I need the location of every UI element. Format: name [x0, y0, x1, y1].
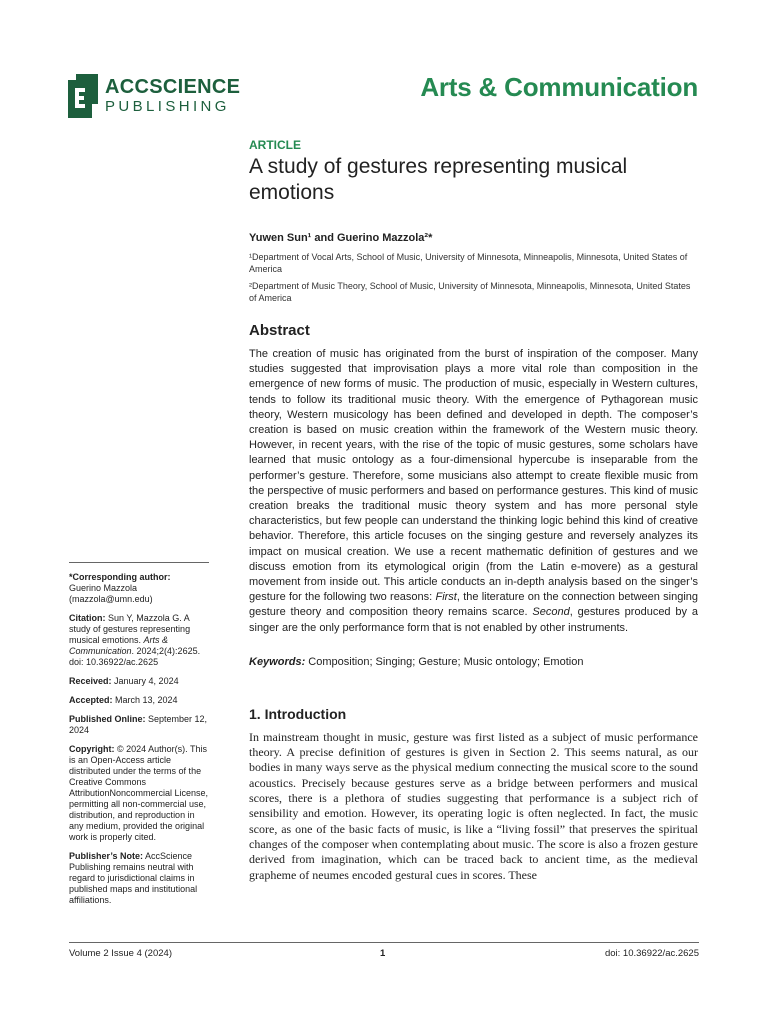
- logo-text-accscience: ACCSCIENCE: [105, 76, 241, 98]
- footer-page-number: 1: [380, 948, 386, 959]
- accepted-value: March 13, 2024: [112, 695, 178, 705]
- corresponding-author-name: Guerino Mazzola: [69, 583, 138, 593]
- logo-text-publishing: PUBLISHING: [105, 98, 230, 115]
- abstract-part: The creation of music has originated from the burst of inspiration of the composer. Many studies suggested that improvisation plays a more vital role than composition in the emergence of new forms of music. The production of music, especially in Western cultures, tends to follow its traditional music theory. With the emergence of Pythagorean music theory, Western musicology has been defined and developed in depth. The composer’s creation is based on music creation within the framework of the Western music theory. However, in recent years, with the rise of the topic of music gestures, some scholars have learned that music ontology as a four-dimensional hypercube is inseparable from the performer’s gesture. Therefore, some musicians also attempt to create flexible music from the perspective of music performers and based on performance gestures. This kind of music creation breaks the traditional music theory system and has more personal style characteristics, but few people can understand the thinking logic behind this kind of creative behavior. Therefore, this article focuses on the singing gesture and reversely analyzes its impact on musical creation. We use a recent mathematic definition of gestures and we discuss emotion from its etymological origin (from the Latin e-movere) as a gestural movement from inside out. This article conducts an in-depth analysis based on the singer’s gesture for the following two reasons:: [249, 348, 698, 604]
- abstract-part: , gestures produced by a singer are the only performance form that is not enabled by other instruments.: [249, 606, 698, 634]
- accepted-label: Accepted:: [69, 695, 113, 705]
- footer-doi: doi: 10.36922/ac.2625: [604, 948, 699, 959]
- publisher-logo: [68, 74, 241, 118]
- keywords: [249, 656, 698, 668]
- abstract-text: [249, 347, 698, 636]
- keywords-label: Keywords:: [249, 655, 306, 668]
- introduction-text: In mainstream thought in music, gesture was first listed as a subject of music performance theory. A precise definition of gestures is given in Section 2. This seems natural, as our bodies in many ways serve as the physical medium connecting the musical score to the sound acoustics. Precisely because gestures serve as a bridge between performers and musical scores, there is a plethora of studies suggesting that performance is a subject rich of sensibility and emotion. However, its operating logic is often neglected. In fact, the music score, as one of the basic facts of music, is like a “living fossil” that preserves the spiritual changes of the composer when contemplating about music. The score is also a frozen gesture derived from imagination, which can be traced back to ancient time, as the medieval grapheme of neumes encoded gestural cues in scores. These: [249, 729, 698, 882]
- article-info-sidebar: [69, 562, 209, 914]
- publisher-note-label: Publisher’s Note:: [69, 851, 144, 861]
- affiliation-2: ²Department of Music Theory, School of Music, University of Minnesota, Minneapolis, Minnesota, United States of America: [249, 281, 691, 303]
- keywords-list: Composition; Singing; Gesture; Music ontology; Emotion: [305, 655, 584, 668]
- citation-journal: Arts & Communication: [69, 635, 169, 656]
- main-column: [249, 138, 698, 883]
- citation: [69, 613, 209, 668]
- affiliation-1: ¹Department of Vocal Arts, School of Music, University of Minnesota, Minneapolis, Minnesota, United States of America: [249, 252, 688, 274]
- article-type-label: ARTICLE: [249, 138, 301, 152]
- copyright: [69, 744, 209, 843]
- corresponding-author: [69, 572, 209, 605]
- abstract-emphasis-first: First: [435, 591, 457, 604]
- published-date: [69, 714, 209, 736]
- published-label: Published Online:: [69, 714, 146, 724]
- article-title: A study of gestures representing musical emotions: [249, 155, 628, 204]
- author-list: Yuwen Sun¹ and Guerino Mazzola²*: [249, 232, 433, 244]
- copyright-text: © 2024 Author(s). This is an Open-Access article distributed under the terms of the Creative Commons AttributionNoncommercial License, permitting all non-commercial use, distribution, and reproduction in any medium, provided the original work is properly cited.: [69, 744, 209, 842]
- corresponding-author-label: *Corresponding author:: [69, 572, 171, 582]
- received-value: January 4, 2024: [111, 676, 179, 686]
- corresponding-author-email: (mazzola@umn.edu): [69, 594, 153, 604]
- copyright-label: Copyright:: [69, 744, 115, 754]
- abstract-part: , the literature on the connection between singing gesture theory and composition theory remains scarce.: [249, 591, 699, 619]
- footer-volume: Volume 2 Issue 4 (2024): [69, 948, 172, 959]
- citation-text: . 2024;2(4):2625. doi: 10.36922/ac.2625: [69, 646, 201, 667]
- abstract-emphasis-second: Second: [532, 606, 570, 619]
- publisher-note: [69, 851, 209, 906]
- received-label: Received:: [69, 676, 112, 686]
- citation-label: Citation:: [69, 613, 106, 623]
- published-value: September 12, 2024: [69, 714, 208, 735]
- citation-text: Sun Y, Mazzola G. A study of gestures representing musical emotions.: [69, 613, 191, 645]
- footer-divider: [69, 942, 699, 943]
- accepted-date: [69, 695, 209, 706]
- publisher-note-text: AccScience Publishing remains neutral with regard to jurisdictional claims in published maps and institutional affiliations.: [69, 851, 198, 905]
- abstract-heading: Abstract: [249, 322, 310, 339]
- publisher-logo-icon: [68, 74, 98, 118]
- received-date: [69, 676, 209, 687]
- section-heading-introduction: 1. Introduction: [249, 705, 347, 722]
- journal-name: Arts & Communication: [420, 72, 698, 102]
